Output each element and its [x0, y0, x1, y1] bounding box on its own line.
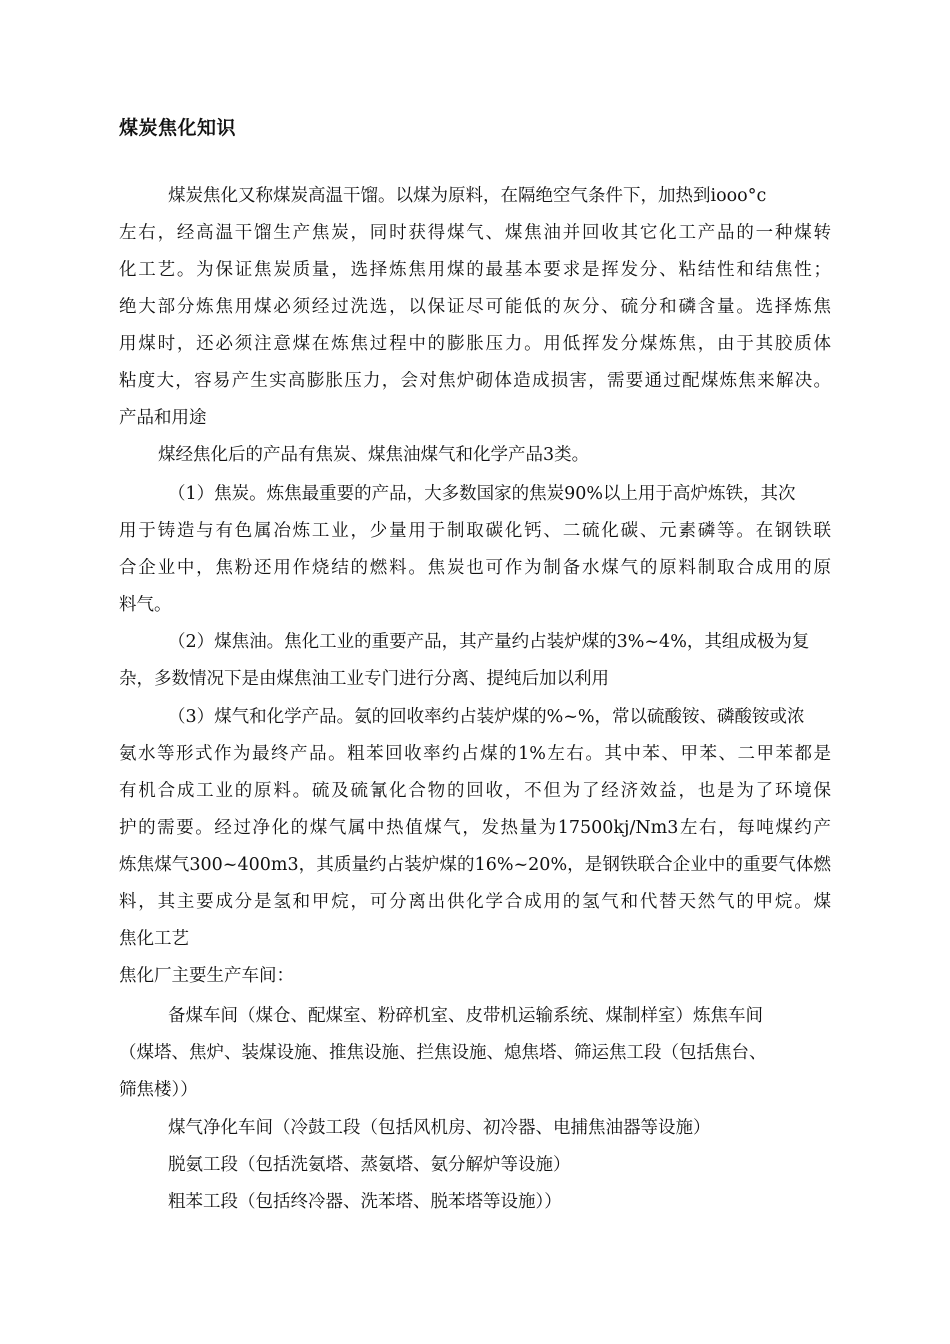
- paragraph-line: 筛焦楼））: [119, 1080, 198, 1100]
- paragraph-line: 用煤时，还必须注意煤在炼焦过程中的膨胀压力。用低挥发分煤炼焦，由于其胶质体: [119, 334, 831, 354]
- paragraph-line: 左右，经高温干馏生产焦炭，同时获得煤气、煤焦油并回收其它化工产品的一种煤转: [119, 223, 831, 243]
- paragraph-line: （2）煤焦油。焦化工业的重要产品，其产量约占装炉煤的3%~4%，其组成极为复: [168, 632, 810, 652]
- paragraph-line: 合企业中，焦粉还用作烧结的燃料。焦炭也可作为制备水煤气的原料制取合成用的原: [119, 558, 831, 578]
- paragraph-line: （3）煤气和化学产品。氨的回收率约占装炉煤的%~%，常以硫酸铵、磷酸铵或浓: [168, 707, 805, 727]
- paragraph-line: 有机合成工业的原料。硫及硫氰化合物的回收，不但为了经济效益，也是为了环境保: [119, 781, 831, 801]
- paragraph-line: 煤气净化车间（冷鼓工段（包括风机房、初冷器、电捕焦油器等设施）: [168, 1118, 711, 1138]
- paragraph-line: 料，其主要成分是氢和甲烷，可分离出供化学合成用的氢气和代替天然气的甲烷。煤: [119, 892, 831, 912]
- section-heading: 产品和用途: [119, 408, 207, 428]
- paragraph-line: 护的需要。经过净化的煤气属中热值煤气，发热量为17500kj/Nm3左右，每吨煤约产: [119, 818, 831, 838]
- section-heading: 焦化工艺: [119, 929, 189, 949]
- paragraph-line: 煤经焦化后的产品有焦炭、煤焦油煤气和化学产品3类。: [158, 445, 590, 465]
- paragraph-line: 料气。: [119, 595, 172, 615]
- paragraph-line: 用于铸造与有色属冶炼工业，少量用于制取碳化钙、二硫化碳、元素磷等。在钢铁联: [119, 521, 831, 541]
- section-heading: 焦化厂主要生产车间：: [119, 966, 294, 986]
- paragraph-line: （煤塔、焦炉、装煤设施、推焦设施、拦焦设施、熄焦塔、筛运焦工段（包括焦台、: [119, 1043, 767, 1063]
- paragraph-line: 备煤车间（煤仓、配煤室、粉碎机室、皮带机运输系统、煤制样室）炼焦车间: [168, 1006, 763, 1026]
- paragraph-line: 炼焦煤气300~400m3，其质量约占装炉煤的16%~20%，是钢铁联合企业中的重要气体燃: [119, 855, 831, 875]
- paragraph-line: 氨水等形式作为最终产品。粗苯回收率约占煤的1%左右。其中苯、甲苯、二甲苯都是: [119, 744, 831, 764]
- paragraph-line: 杂，多数情况下是由煤焦油工业专门进行分离、提纯后加以利用: [119, 669, 609, 689]
- paragraph-line: 粗苯工段（包括终冷器、洗苯塔、脱苯塔等设施））: [168, 1192, 562, 1212]
- paragraph-line: 绝大部分炼焦用煤必须经过洗选，以保证尽可能低的灰分、硫分和磷含量。选择炼焦: [119, 297, 831, 317]
- paragraph-line: 脱氨工段（包括洗氨塔、蒸氨塔、氨分解炉等设施）: [168, 1155, 571, 1175]
- paragraph-line: 化工艺。为保证焦炭质量，选择炼焦用煤的最基本要求是挥发分、粘结性和结焦性；: [119, 260, 831, 280]
- paragraph-line: 煤炭焦化又称煤炭高温干馏。以煤为原料，在隔绝空气条件下，加热到iooo°c: [168, 186, 767, 206]
- paragraph-line: 粘度大，容易产生实高膨胀压力，会对焦炉砌体造成损害，需要通过配煤炼焦来解决。: [119, 371, 831, 391]
- document-title: 煤炭焦化知识: [119, 117, 237, 139]
- paragraph-line: （1）焦炭。炼焦最重要的产品，大多数国家的焦炭90%以上用于高炉炼铁，其次: [168, 484, 796, 504]
